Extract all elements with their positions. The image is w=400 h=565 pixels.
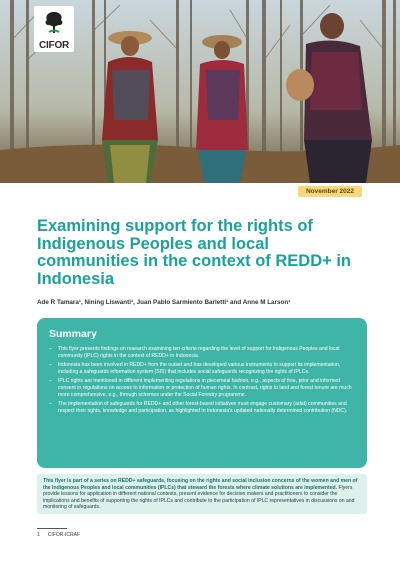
page-title: Examining support for the rights of Indigenous Peoples and local communities in the context of REDD+ in Indonesia bbox=[37, 217, 351, 288]
summary-item: – IPLC rights are mentioned in different implementing regulations in piecemeal fashion, e.g., aspects of free, prior and informed consent in regulations on access to information or protection of human rights. In contrast, rights to land and forest tenure are much more comprehensive, e.g., through schemes under the Social Forestry programme. bbox=[49, 378, 355, 398]
series-note-text: Flyers provide lessons for application in different national contexts, present evidence for decision makers and practitioners to consider the implications and benefits of supporting the rights of IPLCs and contribute to the participation of IPLC representatives in discussions on and monitoring of safeguards. bbox=[43, 484, 355, 510]
series-note-bold: This flyer is part of a series on REDD+ safeguards, focusing on the rights and social inclusion concerns of the women and men of the Indigenous Peoples and local communities (IPLCs) that steward the forests where climate solutions are implemented. bbox=[43, 478, 358, 491]
summary-box bbox=[37, 318, 367, 468]
logo-text: CIFOR bbox=[38, 40, 70, 51]
tree-icon bbox=[43, 10, 65, 39]
summary-item: – Indonesia has been involved in REDD+ from the outset and has developed various instruments to support its implementation, including a safeguards information system (SIS) that includes social safeguards recognizing the rights of IPLCs. bbox=[49, 362, 355, 375]
summary-heading: Summary bbox=[49, 328, 97, 340]
summary-list bbox=[49, 346, 355, 414]
summary-item: – This flyer presents findings on research examining ten criteria regarding the level of support for Indigenous Peoples and local community (IPLC) rights in the context of REDD+ in Indonesia. bbox=[49, 346, 355, 359]
cifor-logo bbox=[34, 6, 74, 52]
date-badge: November 2022 bbox=[298, 186, 362, 197]
footnote-number: 1 bbox=[37, 532, 40, 538]
footnote-divider bbox=[37, 528, 67, 529]
series-note-box bbox=[37, 474, 367, 514]
authors: Ade R Tamara¹, Nining Liswanti¹, Juan Pablo Sarmiento Barletti¹ and Anne M Larson¹ bbox=[37, 299, 291, 306]
summary-item: – The implementation of safeguards for REDD+ and other forest-based initiatives must engage customary (adat) communities and respect their rights, knowledge and participation, as highlighted in Indonesia's updated nationally determined contribution (NDC). bbox=[49, 401, 355, 414]
footnote bbox=[37, 532, 80, 538]
footnote-text: CIFOR-ICRAF bbox=[47, 532, 81, 538]
